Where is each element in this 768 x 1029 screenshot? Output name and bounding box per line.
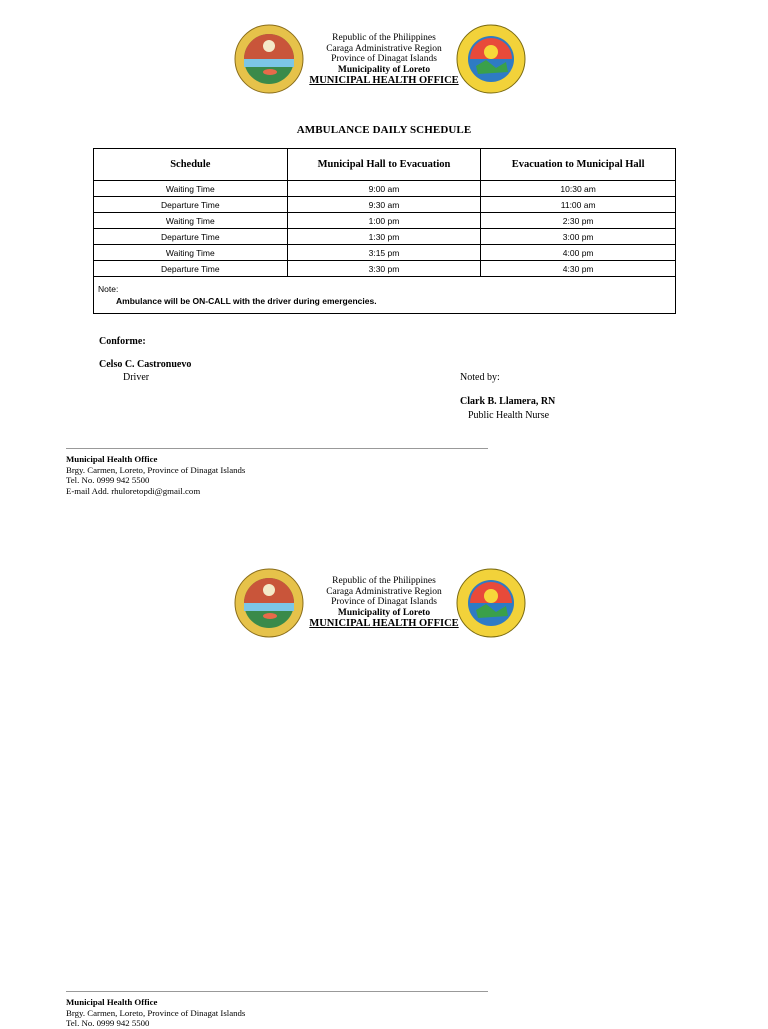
driver-name: Celso C. Castronuevo: [99, 359, 192, 370]
noted-by-label: Noted by:: [460, 372, 500, 383]
evacuation-to-hall-cell: 2:30 pm: [481, 213, 676, 229]
note-text: Ambulance will be ON-CALL with the driver during emergencies.: [116, 296, 377, 306]
province-seal-logo: [456, 24, 526, 94]
evacuation-to-hall-cell: 10:30 am: [481, 181, 676, 197]
header-office: MUNICIPAL HEALTH OFFICE: [309, 618, 459, 630]
schedule-cell: Waiting Time: [94, 181, 288, 197]
province-seal-logo: [456, 568, 526, 638]
table-row: [94, 229, 676, 245]
schedule-cell: Departure Time: [94, 261, 288, 277]
evacuation-to-hall-cell: 3:00 pm: [481, 229, 676, 245]
footer-divider: [66, 448, 488, 449]
hall-to-evacuation-cell: 1:00 pm: [287, 213, 481, 229]
table-note-row: [94, 277, 676, 314]
document-title: AMBULANCE DAILY SCHEDULE: [296, 124, 472, 136]
footer-email: E-mail Add. rhuloretopdi@gmail.com: [66, 485, 201, 496]
footer-block: [66, 997, 245, 1029]
header-municipality: Municipality of Loreto: [337, 64, 431, 75]
footer-office: Municipal Health Office: [66, 997, 158, 1007]
hall-to-evacuation-cell: 3:15 pm: [287, 245, 481, 261]
header-province: Province of Dinagat Islands: [331, 54, 437, 65]
column-header-evacuation-to-hall: Evacuation to Municipal Hall: [481, 149, 676, 181]
footer-address: Brgy. Carmen, Loreto, Province of Dinagat Islands: [66, 1007, 246, 1018]
evacuation-to-hall-cell: 4:30 pm: [481, 261, 676, 277]
header-republic: Republic of the Philippines: [332, 576, 436, 586]
table-row: [94, 261, 676, 277]
header-province: Province of Dinagat Islands: [331, 597, 437, 608]
column-header-schedule: Schedule: [94, 149, 288, 181]
hall-to-evacuation-cell: 9:30 am: [287, 197, 481, 213]
header-republic: Republic of the Philippines: [332, 33, 436, 43]
hall-to-evacuation-cell: 1:30 pm: [287, 229, 481, 245]
header-region: Caraga Administrative Region: [326, 43, 442, 54]
schedule-cell: Departure Time: [94, 197, 288, 213]
footer-address: Brgy. Carmen, Loreto, Province of Dinagat Islands: [66, 464, 246, 475]
evacuation-to-hall-cell: 4:00 pm: [481, 245, 676, 261]
footer-telephone: Tel. No. 0999 942 5500: [66, 475, 150, 486]
column-header-hall-to-evacuation: Municipal Hall to Evacuation: [287, 149, 481, 181]
driver-title: Driver: [123, 372, 150, 383]
footer-divider: [66, 991, 488, 992]
hall-to-evacuation-cell: 9:00 am: [287, 181, 481, 197]
nurse-title: Public Health Nurse: [468, 410, 550, 421]
schedule-cell: Waiting Time: [94, 213, 288, 229]
schedule-cell: Departure Time: [94, 229, 288, 245]
table-row: [94, 213, 676, 229]
header-office: MUNICIPAL HEALTH OFFICE: [309, 75, 459, 87]
table-row: [94, 245, 676, 261]
conforme-label: Conforme:: [99, 336, 146, 347]
note-cell: [94, 277, 676, 314]
footer-telephone: Tel. No. 0999 942 5500: [66, 1018, 150, 1029]
footer-office: Municipal Health Office: [66, 454, 158, 464]
schedule-cell: Waiting Time: [94, 245, 288, 261]
table-header-row: [94, 149, 676, 181]
hall-to-evacuation-cell: 3:30 pm: [287, 261, 481, 277]
table-row: [94, 197, 676, 213]
nurse-name: Clark B. Llamera, RN: [460, 396, 556, 407]
note-label: Note:: [98, 284, 119, 294]
table-row: [94, 181, 676, 197]
ambulance-schedule-table: [93, 148, 676, 314]
evacuation-to-hall-cell: 11:00 am: [481, 197, 676, 213]
header-region: Caraga Administrative Region: [326, 586, 442, 597]
header-municipality: Municipality of Loreto: [337, 607, 431, 618]
footer-block: [66, 454, 245, 496]
